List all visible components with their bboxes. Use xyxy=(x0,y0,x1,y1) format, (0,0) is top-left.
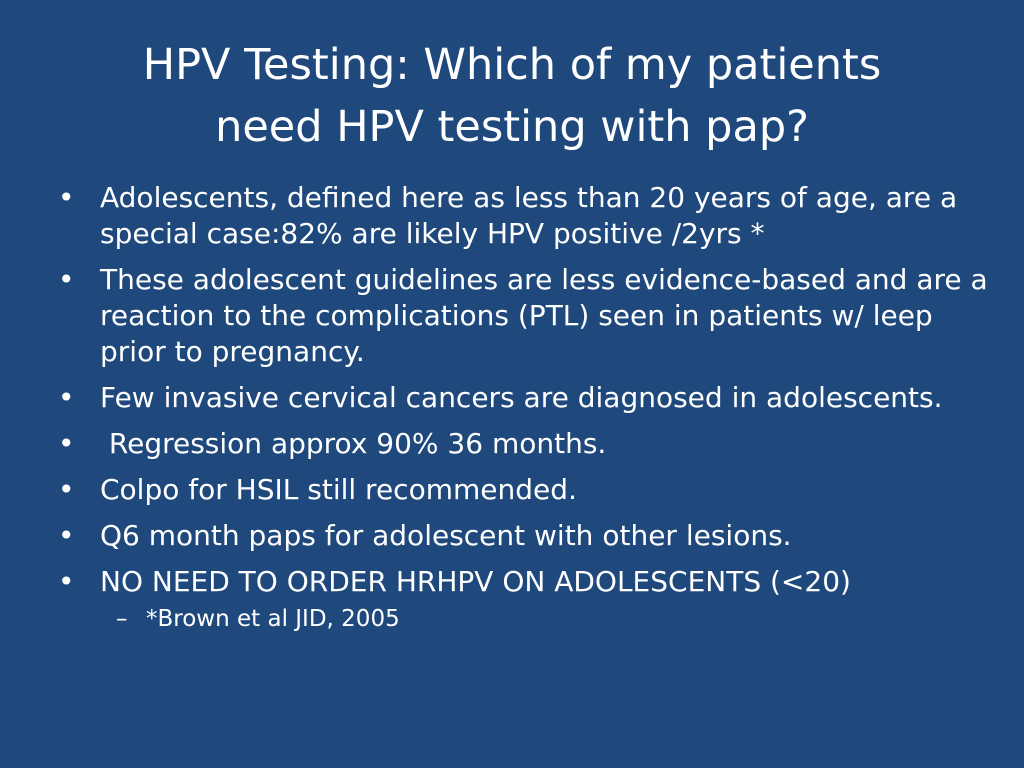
slide-title-line-1: HPV Testing: Which of my patients xyxy=(142,40,882,90)
bullet-icon: • xyxy=(58,565,75,598)
bullet-text: Few invasive cervical cancers are diagnosed in adolescents. xyxy=(100,381,943,414)
bullet-icon: • xyxy=(58,381,75,414)
bullet-item xyxy=(58,564,988,600)
bullet-text: Regression approx 90% 36 months. xyxy=(100,427,607,460)
bullet-item xyxy=(58,518,988,554)
bullet-text: Q6 month paps for adolescent with other lesions. xyxy=(100,519,792,552)
bullet-text: Colpo for HSIL still recommended. xyxy=(100,473,577,506)
bullet-item xyxy=(58,472,988,508)
bullet-icon: • xyxy=(58,519,75,552)
sub-bullet-text: *Brown et al JID, 2005 xyxy=(146,606,400,632)
bullet-icon: • xyxy=(58,263,75,296)
bullet-icon: • xyxy=(58,427,75,460)
bullet-icon: • xyxy=(58,473,75,506)
bullet-list xyxy=(58,180,988,634)
bullet-item xyxy=(58,426,988,462)
sub-bullet-item xyxy=(58,604,988,634)
bullet-item xyxy=(58,180,988,252)
bullet-text: Adolescents, defined here as less than 20 years of age, are a special case:82% are likely HPV positive /2yrs * xyxy=(100,181,958,250)
bullet-item xyxy=(58,380,988,416)
bullet-icon: • xyxy=(58,181,75,214)
bullet-text: These adolescent guidelines are less evidence-based and are a reaction to the complications (PTL) seen in patients w/ leep prior to pregnancy. xyxy=(100,263,988,368)
slide-title-line-2: need HPV testing with pap? xyxy=(215,102,809,152)
slide-title xyxy=(60,34,964,158)
bullet-item xyxy=(58,262,988,370)
bullet-text: NO NEED TO ORDER HRHPV ON ADOLESCENTS (<20) xyxy=(100,565,851,598)
dash-icon: – xyxy=(116,606,128,632)
